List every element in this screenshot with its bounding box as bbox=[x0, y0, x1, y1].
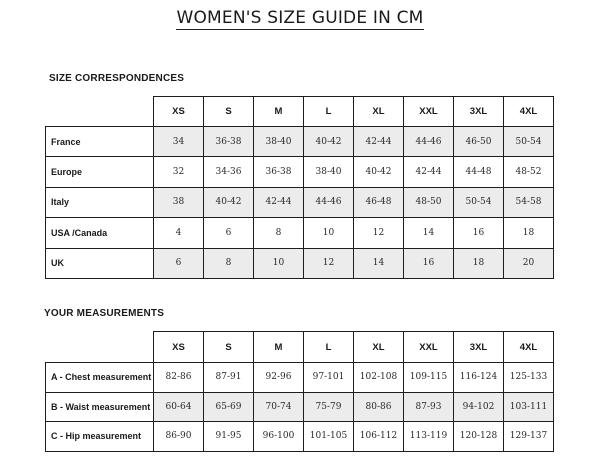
table-cell: 103-111 bbox=[504, 392, 554, 422]
table-cell: 94-102 bbox=[454, 392, 504, 422]
table-cell: 10 bbox=[254, 248, 304, 278]
table-cell: 18 bbox=[454, 248, 504, 278]
table-header-row bbox=[46, 332, 554, 363]
table-row bbox=[46, 363, 554, 393]
table-cell: 16 bbox=[454, 218, 504, 248]
table-cell: 12 bbox=[354, 218, 404, 248]
table-cell: 125-133 bbox=[504, 363, 554, 393]
table-cell: 87-91 bbox=[204, 363, 254, 393]
size-header: S bbox=[204, 97, 254, 127]
size-header: 3XL bbox=[454, 332, 504, 363]
table-cell: 42-44 bbox=[404, 157, 454, 187]
size-correspondences-table bbox=[45, 96, 554, 279]
row-label-france: France bbox=[46, 127, 154, 157]
table-cell: 129-137 bbox=[504, 422, 554, 452]
page-title bbox=[0, 8, 600, 30]
table-corner bbox=[46, 332, 154, 363]
table-cell: 42-44 bbox=[354, 127, 404, 157]
size-header: XL bbox=[354, 332, 404, 363]
table-cell: 38-40 bbox=[254, 127, 304, 157]
table-row bbox=[46, 218, 554, 248]
table-row bbox=[46, 248, 554, 278]
table-cell: 87-93 bbox=[404, 392, 454, 422]
table-cell: 34-36 bbox=[204, 157, 254, 187]
table-cell: 16 bbox=[404, 248, 454, 278]
table-row bbox=[46, 157, 554, 187]
table-cell: 38 bbox=[154, 187, 204, 217]
table-cell: 6 bbox=[204, 218, 254, 248]
table-cell: 18 bbox=[504, 218, 554, 248]
table-cell: 12 bbox=[304, 248, 354, 278]
table-cell: 40-42 bbox=[204, 187, 254, 217]
table-cell: 8 bbox=[254, 218, 304, 248]
table-cell: 40-42 bbox=[354, 157, 404, 187]
table-cell: 120-128 bbox=[454, 422, 504, 452]
table-cell: 50-54 bbox=[454, 187, 504, 217]
row-label-europe: Europe bbox=[46, 157, 154, 187]
table-cell: 92-96 bbox=[254, 363, 304, 393]
table-cell: 48-50 bbox=[404, 187, 454, 217]
table-row bbox=[46, 127, 554, 157]
table-row bbox=[46, 187, 554, 217]
row-label-hip: C - Hip measurement bbox=[46, 422, 154, 452]
table-row bbox=[46, 392, 554, 422]
table-cell: 116-124 bbox=[454, 363, 504, 393]
table-cell: 75-79 bbox=[304, 392, 354, 422]
table-cell: 106-112 bbox=[354, 422, 404, 452]
table-cell: 14 bbox=[354, 248, 404, 278]
size-header: XXL bbox=[404, 97, 454, 127]
table-cell: 4 bbox=[154, 218, 204, 248]
table-header-row bbox=[46, 97, 554, 127]
table-cell: 54-58 bbox=[504, 187, 554, 217]
table-cell: 109-115 bbox=[404, 363, 454, 393]
table-cell: 36-38 bbox=[254, 157, 304, 187]
table-cell: 50-54 bbox=[504, 127, 554, 157]
table-cell: 48-52 bbox=[504, 157, 554, 187]
table-cell: 20 bbox=[504, 248, 554, 278]
table-cell: 32 bbox=[154, 157, 204, 187]
table-cell: 40-42 bbox=[304, 127, 354, 157]
table-cell: 70-74 bbox=[254, 392, 304, 422]
size-correspondences-heading: SIZE CORRESPONDENCES bbox=[49, 73, 185, 84]
table-cell: 6 bbox=[154, 248, 204, 278]
row-label-italy: Italy bbox=[46, 187, 154, 217]
size-header: M bbox=[254, 332, 304, 363]
table-cell: 44-48 bbox=[454, 157, 504, 187]
table-cell: 60-64 bbox=[154, 392, 204, 422]
size-header: XS bbox=[154, 97, 204, 127]
table-cell: 91-95 bbox=[204, 422, 254, 452]
table-cell: 46-50 bbox=[454, 127, 504, 157]
your-measurements-heading: YOUR MEASUREMENTS bbox=[44, 308, 165, 319]
table-row bbox=[46, 422, 554, 452]
row-label-waist: B - Waist measurement bbox=[46, 392, 154, 422]
size-header: L bbox=[304, 97, 354, 127]
table-cell: 44-46 bbox=[404, 127, 454, 157]
size-header: 4XL bbox=[504, 97, 554, 127]
table-cell: 10 bbox=[304, 218, 354, 248]
table-cell: 8 bbox=[204, 248, 254, 278]
measurements-table bbox=[45, 331, 554, 452]
size-header: 3XL bbox=[454, 97, 504, 127]
table-cell: 97-101 bbox=[304, 363, 354, 393]
size-header: XXL bbox=[404, 332, 454, 363]
table-cell: 34 bbox=[154, 127, 204, 157]
table-cell: 82-86 bbox=[154, 363, 204, 393]
table-corner bbox=[46, 97, 154, 127]
table-cell: 101-105 bbox=[304, 422, 354, 452]
size-header: M bbox=[254, 97, 304, 127]
table-cell: 42-44 bbox=[254, 187, 304, 217]
row-label-chest: A - Chest measurement bbox=[46, 363, 154, 393]
table-cell: 65-69 bbox=[204, 392, 254, 422]
table-cell: 96-100 bbox=[254, 422, 304, 452]
table-cell: 113-119 bbox=[404, 422, 454, 452]
table-cell: 86-90 bbox=[154, 422, 204, 452]
size-header: 4XL bbox=[504, 332, 554, 363]
size-header: L bbox=[304, 332, 354, 363]
size-header: XS bbox=[154, 332, 204, 363]
table-cell: 38-40 bbox=[304, 157, 354, 187]
table-cell: 36-38 bbox=[204, 127, 254, 157]
table-cell: 44-46 bbox=[304, 187, 354, 217]
row-label-uk: UK bbox=[46, 248, 154, 278]
page-title-text: WOMEN'S SIZE GUIDE IN CM bbox=[176, 8, 424, 28]
table-cell: 46-48 bbox=[354, 187, 404, 217]
row-label-usa-canada: USA /Canada bbox=[46, 218, 154, 248]
table-cell: 102-108 bbox=[354, 363, 404, 393]
table-cell: 14 bbox=[404, 218, 454, 248]
table-cell: 80-86 bbox=[354, 392, 404, 422]
size-header: S bbox=[204, 332, 254, 363]
size-header: XL bbox=[354, 97, 404, 127]
